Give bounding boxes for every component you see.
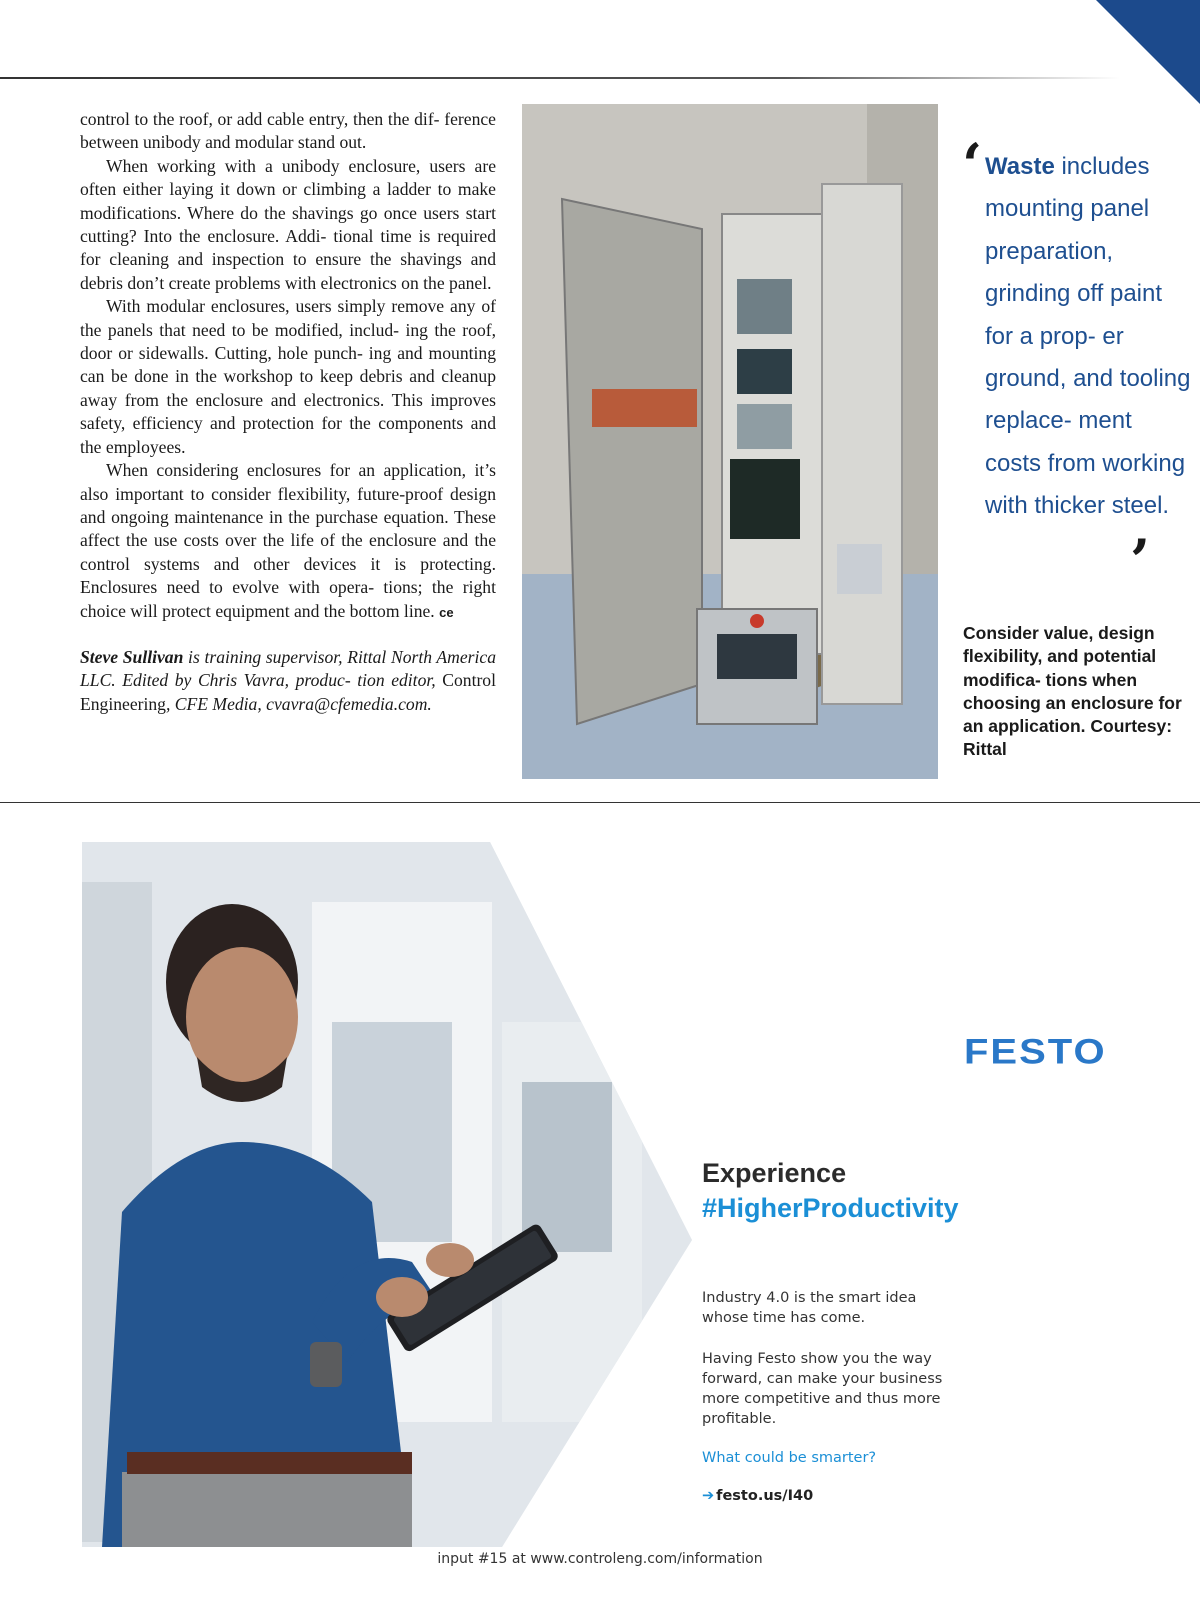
- ad-body-paragraph-2: Having Festo show you the way forward, can make your business more competitive and thus more profitable.: [702, 1350, 943, 1428]
- article-paragraph-4-text: When considering enclosures for an application, it’s also important to consider flexibility, future-proof design and ongoing maintenance in the purchase equation. These affect the use costs over the life of the enclosure and the control systems and other devices it is protecting. Enclosures need to evolve with opera- tions; the right choice will protect equipment and the bottom line.: [80, 460, 496, 621]
- ad-headline-hashtag: #HigherProductivity: [702, 1193, 959, 1223]
- pull-quote-emphasis: Waste: [985, 153, 1055, 180]
- arrow-right-icon: ➔: [702, 1488, 715, 1504]
- mid-divider: [0, 802, 1200, 803]
- publication-name: Control Engineering: [80, 670, 496, 714]
- enclosure-photo: [522, 104, 938, 779]
- article-paragraph-4: [80, 459, 496, 624]
- ad-body-paragraph-1: Industry 4.0 is the smart idea whose time has come.: [702, 1290, 917, 1327]
- article-paragraph-1: control to the roof, or add cable entry, then the dif- ference between unibody and modular stand out.: [80, 109, 496, 153]
- author-bio-text-2: , CFE Media, cvavra@cfemedia.com.: [165, 693, 432, 714]
- ad-headline: [702, 1156, 959, 1226]
- open-quote-mark: ‘: [962, 131, 983, 199]
- author-bio: [80, 646, 496, 716]
- end-of-article-mark: ce: [439, 604, 454, 620]
- footer-reader-service: input #15 at www.controleng.com/information: [437, 1551, 763, 1567]
- ad-url-text: festo.us/I40: [716, 1488, 814, 1504]
- top-divider: [0, 77, 1120, 79]
- festo-advertisement: [82, 842, 1122, 1547]
- author-bio-text-1: is training supervisor, Rittal North America LLC. Edited by Chris Vavra, produc- tion editor,: [80, 646, 496, 691]
- festo-logo: FESTO: [964, 1032, 1107, 1072]
- ad-question: What could be smarter?: [702, 1450, 877, 1466]
- article-paragraph-3: With modular enclosures, users simply remove any of the panels that need to be modified, includ- ing the roof, door or sidewalls. Cutting, hole punch- ing and mounting can be done in the workshop to keep debris and cleanup away from the enclosure and electronics. This improves safety, efficiency and protection for the components and the employees.: [80, 296, 496, 457]
- author-name: Steve Sullivan: [80, 646, 184, 667]
- pull-quote-text: [985, 136, 1192, 528]
- close-quote-mark: ’: [1130, 527, 1151, 595]
- ad-headline-line-1: Experience: [702, 1158, 847, 1188]
- ad-photo: [82, 842, 692, 1547]
- pull-quote-body: includes mounting panel preparation, grinding off paint for a prop- er ground, and tooling replace- ment costs from working with thicker steel.: [985, 153, 1191, 520]
- ad-body: [702, 1288, 952, 1450]
- article-paragraph-2: When working with a unibody enclosure, users are often either laying it down or climbing a ladder to make modifications. Where do the shavings go once users start cutting? Into the enclosure. Addi- tional time is required for cleaning and inspection to ensure the shavings and debris don’t create problems with electronics on the panel.: [80, 155, 496, 293]
- corner-accent-triangle: [1096, 0, 1200, 104]
- photo-caption: Consider value, design flexibility, and potential modifica- tions when choosing an enclosure for an application. Courtesy: Rittal: [963, 623, 1182, 760]
- article-column: [80, 108, 496, 716]
- ad-url-link[interactable]: [702, 1488, 813, 1504]
- pull-quote: [962, 131, 1192, 595]
